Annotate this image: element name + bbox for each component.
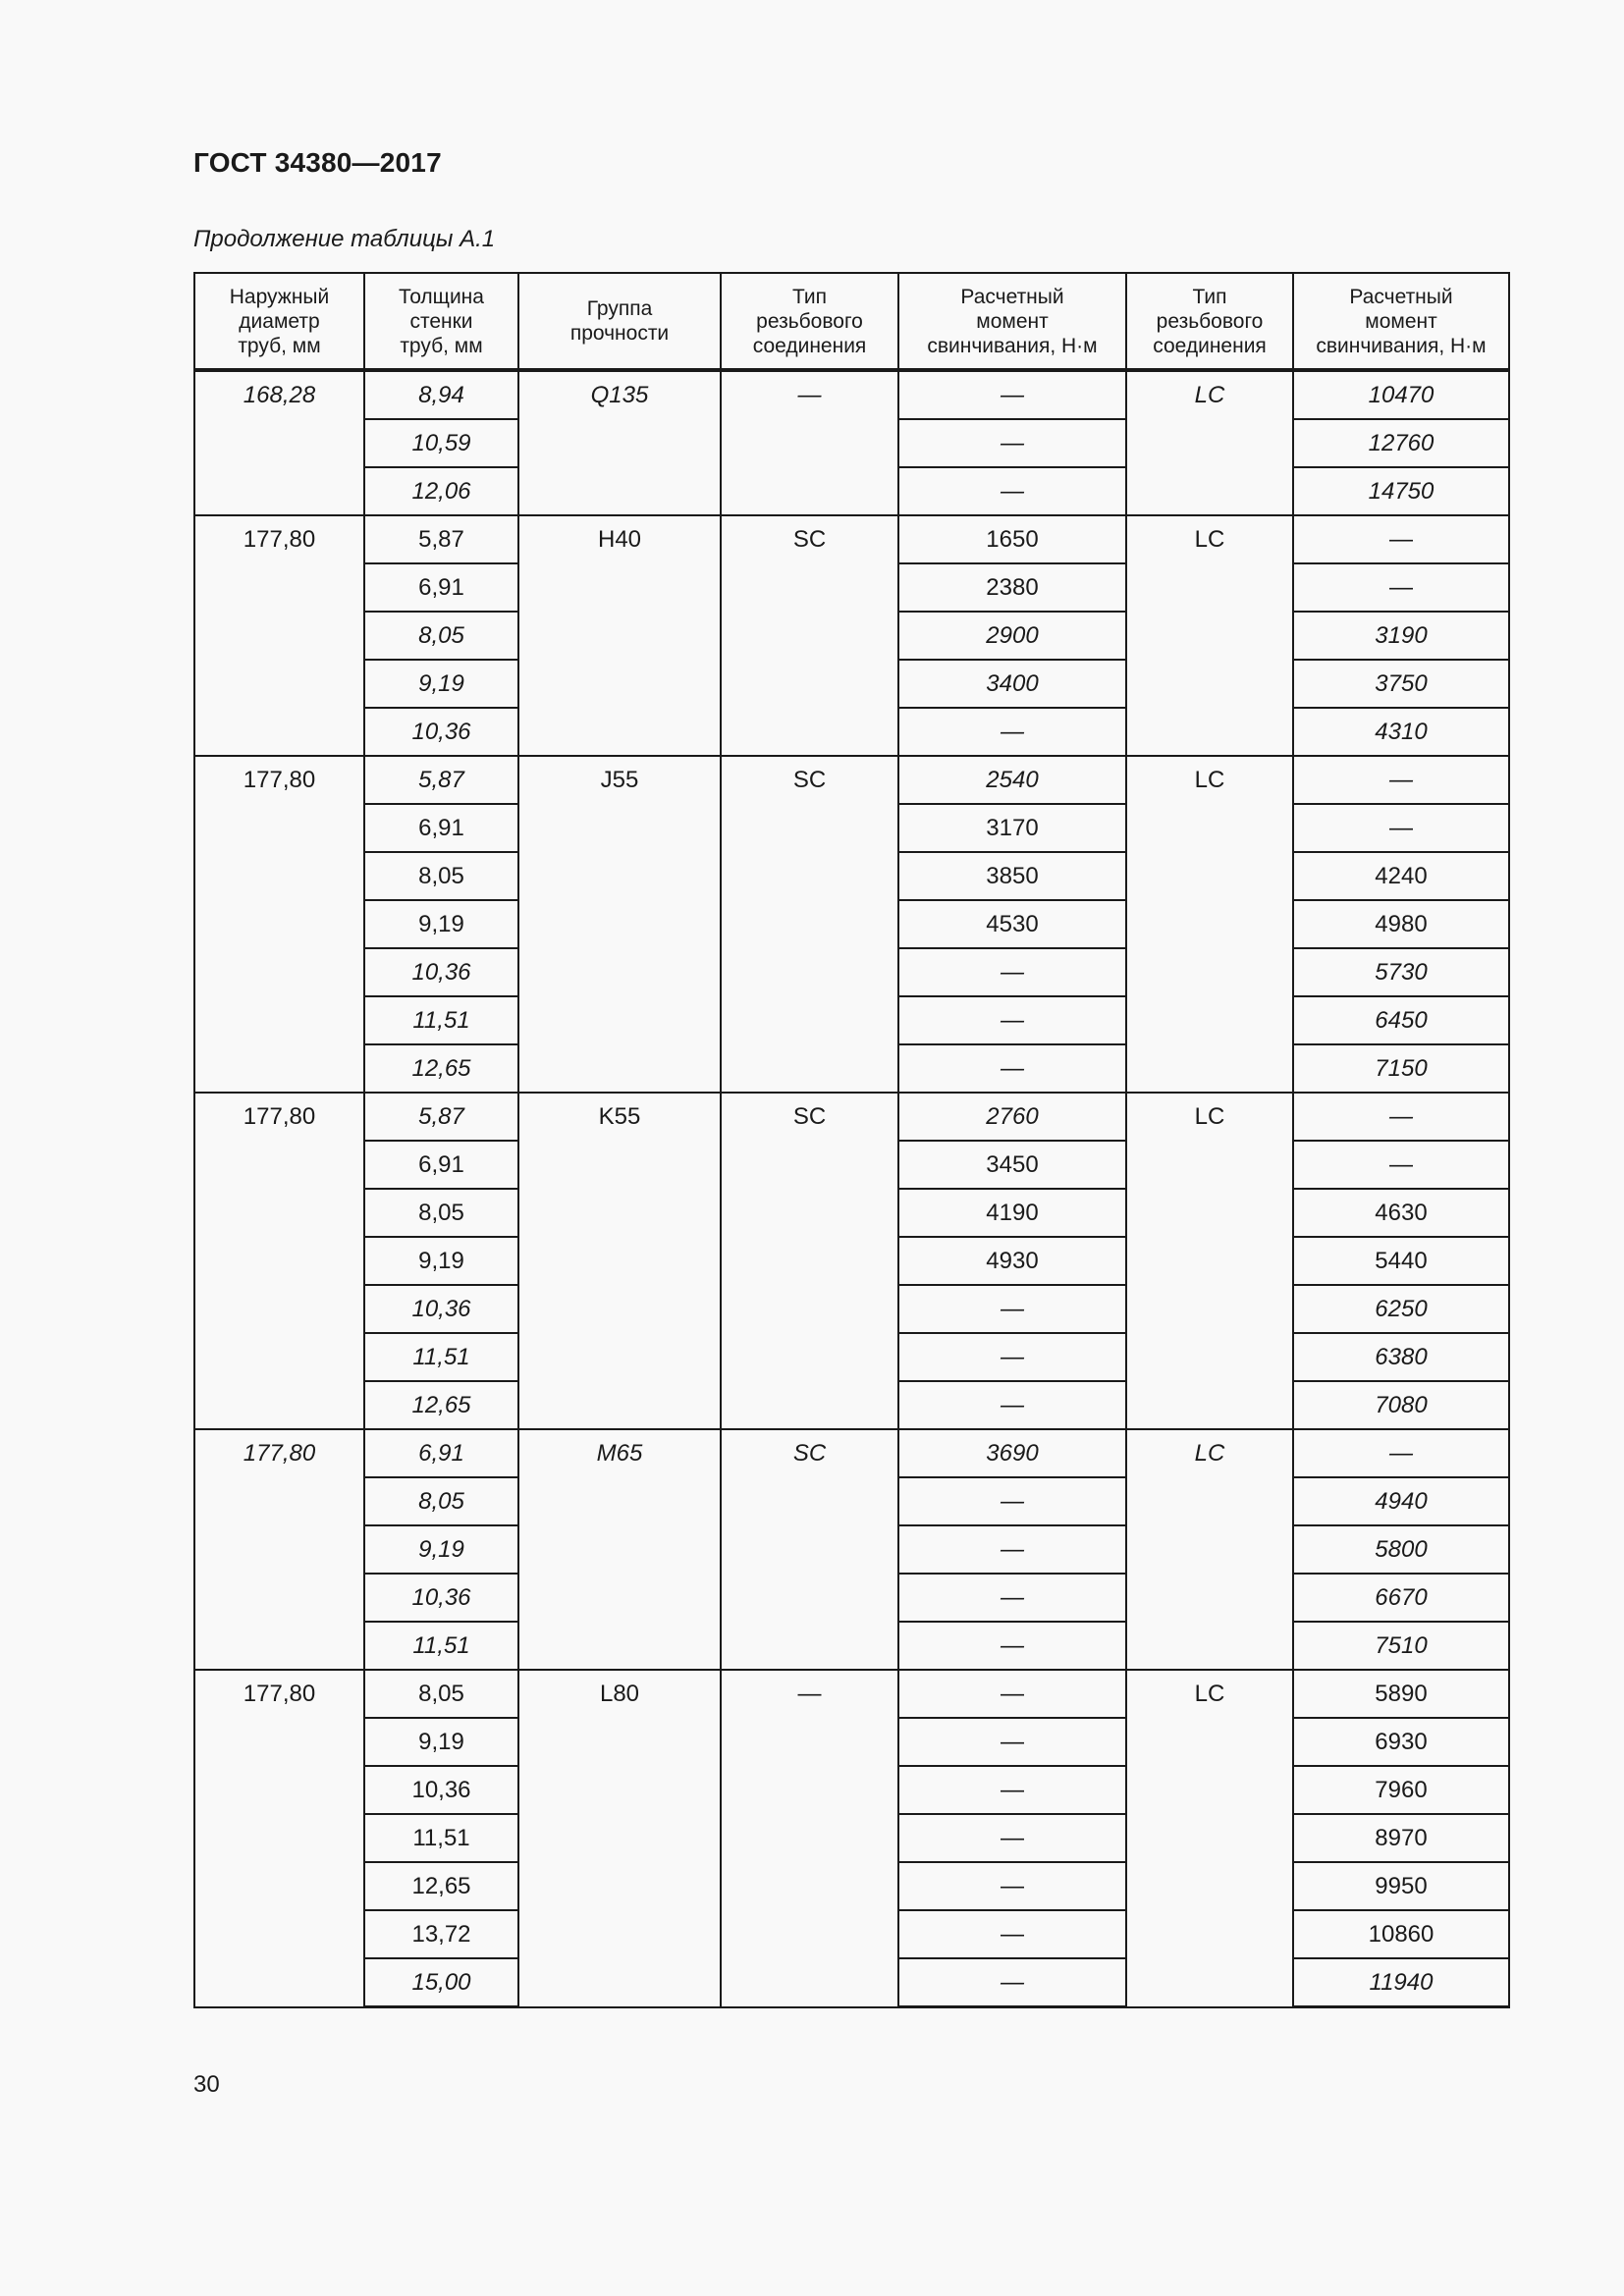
header-text-line: Тип [1192,285,1227,308]
outer-diameter-cell: 177,80 [194,1093,364,1429]
torque-b-cell: 6380 [1293,1333,1509,1381]
wall-thickness-cell: 9,19 [364,1237,518,1285]
torque-a-cell: — [898,419,1126,467]
torque-a-cell: — [898,1381,1126,1429]
torque-a-cell: 3850 [898,852,1126,900]
torque-b-cell: 5800 [1293,1525,1509,1574]
torque-a-cell: 3170 [898,804,1126,852]
strength-grade-cell: K55 [518,1093,721,1429]
wall-thickness-cell: 6,91 [364,1141,518,1189]
strength-grade-cell: H40 [518,515,721,756]
wall-thickness-cell: 5,87 [364,756,518,804]
col-header-torque-a [898,273,1126,370]
thread-type-b-cell: LC [1126,1670,1293,2007]
header-text-line: прочности [569,322,670,345]
torque-b-cell: 9950 [1293,1862,1509,1910]
thread-type-a-cell: SC [721,756,898,1093]
header-text-line: труб, мм [400,334,483,357]
torque-b-cell: — [1293,1429,1509,1477]
header-text-line: труб, мм [238,334,321,357]
page-number: 30 [193,2071,220,2098]
table-row [194,1429,1509,1477]
torque-b-cell: 7080 [1293,1381,1509,1429]
torque-a-cell: — [898,1333,1126,1381]
torque-a-cell: 2760 [898,1093,1126,1141]
wall-thickness-cell: 9,19 [364,900,518,948]
thread-type-a-cell: — [721,1670,898,2007]
table-row [194,515,1509,563]
torque-a-cell: — [898,1525,1126,1574]
torque-b-cell: 4980 [1293,900,1509,948]
torque-a-cell: 1650 [898,515,1126,563]
torque-b-cell: 3750 [1293,660,1509,708]
col-header-torque-b [1293,273,1509,370]
wall-thickness-cell: 12,65 [364,1381,518,1429]
document-designation: ГОСТ 34380—2017 [193,147,442,178]
torque-a-cell: — [898,1670,1126,1718]
torque-b-cell: 12760 [1293,419,1509,467]
torque-b-cell: — [1293,1093,1509,1141]
torque-b-cell: 6450 [1293,996,1509,1044]
torque-b-cell: 3190 [1293,612,1509,660]
torque-b-cell: — [1293,563,1509,612]
header-text-line: Толщина [399,285,484,308]
wall-thickness-cell: 5,87 [364,515,518,563]
wall-thickness-cell: 5,87 [364,1093,518,1141]
header-text-line: соединения [1153,334,1267,357]
torque-b-cell: 6250 [1293,1285,1509,1333]
col-header-strength-grade [518,273,721,370]
torque-b-cell: — [1293,804,1509,852]
wall-thickness-cell: 15,00 [364,1958,518,2007]
torque-a-cell: — [898,1958,1126,2007]
thread-type-b-cell: LC [1126,1093,1293,1429]
torque-b-cell: — [1293,1141,1509,1189]
col-header-thread-type-a [721,273,898,370]
col-header-thread-type-b [1126,273,1293,370]
wall-thickness-cell: 10,36 [364,708,518,756]
torque-a-cell: 4930 [898,1237,1126,1285]
header-text-line: резьбового [1156,309,1264,333]
torque-a-cell: — [898,1574,1126,1622]
torque-a-cell: — [898,370,1126,419]
outer-diameter-cell: 177,80 [194,515,364,756]
wall-thickness-cell: 11,51 [364,1814,518,1862]
table-row [194,1670,1509,1718]
torque-b-cell: 4630 [1293,1189,1509,1237]
table-body [194,370,1509,2007]
header-text-line: соединения [752,334,867,357]
strength-grade-cell: L80 [518,1670,721,2007]
torque-a-cell: — [898,948,1126,996]
torque-b-cell: 10860 [1293,1910,1509,1958]
wall-thickness-cell: 8,05 [364,1670,518,1718]
wall-thickness-cell: 8,05 [364,612,518,660]
torque-a-cell: — [898,1718,1126,1766]
wall-thickness-cell: 9,19 [364,660,518,708]
wall-thickness-cell: 10,36 [364,1574,518,1622]
outer-diameter-cell: 177,80 [194,1429,364,1670]
wall-thickness-cell: 13,72 [364,1910,518,1958]
table-header [194,273,1509,370]
torque-b-cell: 4240 [1293,852,1509,900]
torque-a-cell: — [898,1477,1126,1525]
torque-a-cell: — [898,1910,1126,1958]
torque-a-cell: — [898,467,1126,515]
header-text-line: Группа [586,297,653,320]
torque-a-cell: 2900 [898,612,1126,660]
thread-type-a-cell: SC [721,1429,898,1670]
wall-thickness-cell: 12,65 [364,1044,518,1093]
torque-b-cell: — [1293,515,1509,563]
wall-thickness-cell: 10,59 [364,419,518,467]
torque-b-cell: 7510 [1293,1622,1509,1670]
header-text-line: Наружный [229,285,330,308]
header-text-line: Тип [791,285,827,308]
wall-thickness-cell: 11,51 [364,1622,518,1670]
torque-b-cell: 4310 [1293,708,1509,756]
thread-type-b-cell: LC [1126,756,1293,1093]
outer-diameter-cell: 177,80 [194,1670,364,2007]
wall-thickness-cell: 6,91 [364,1429,518,1477]
header-text-line: свинчивания, Н·м [927,334,1098,357]
thread-type-a-cell: SC [721,1093,898,1429]
table-row [194,756,1509,804]
header-text-line: момент [976,309,1049,333]
strength-grade-cell: M65 [518,1429,721,1670]
wall-thickness-cell: 12,65 [364,1862,518,1910]
thread-type-b-cell: LC [1126,515,1293,756]
wall-thickness-cell: 12,06 [364,467,518,515]
thread-type-a-cell: SC [721,515,898,756]
table-row [194,1093,1509,1141]
thread-type-a-cell: — [721,370,898,515]
outer-diameter-cell: 168,28 [194,370,364,515]
torque-a-cell: 3400 [898,660,1126,708]
wall-thickness-cell: 11,51 [364,1333,518,1381]
header-text-line: резьбового [756,309,863,333]
outer-diameter-cell: 177,80 [194,756,364,1093]
torque-b-cell: 7960 [1293,1766,1509,1814]
table-caption: Продолжение таблицы А.1 [193,226,496,252]
thread-type-b-cell: LC [1126,1429,1293,1670]
torque-b-cell: 5730 [1293,948,1509,996]
header-row [194,273,1509,370]
torque-b-cell: 14750 [1293,467,1509,515]
wall-thickness-cell: 9,19 [364,1525,518,1574]
torque-b-cell: 8970 [1293,1814,1509,1862]
torque-a-cell: 2540 [898,756,1126,804]
torque-a-cell: — [898,1814,1126,1862]
torque-a-cell: 3690 [898,1429,1126,1477]
header-text-line: диаметр [239,309,320,333]
torque-b-cell: 6670 [1293,1574,1509,1622]
wall-thickness-cell: 10,36 [364,1285,518,1333]
torque-b-cell: 7150 [1293,1044,1509,1093]
torque-b-cell: 10470 [1293,370,1509,419]
header-text-line: момент [1365,309,1437,333]
torque-a-cell: — [898,708,1126,756]
torque-a-cell: 3450 [898,1141,1126,1189]
torque-b-cell: 6930 [1293,1718,1509,1766]
col-header-outer-diameter [194,273,364,370]
header-text-line: Расчетный [1349,285,1453,308]
wall-thickness-cell: 8,05 [364,852,518,900]
torque-a-cell: — [898,996,1126,1044]
torque-b-cell: 4940 [1293,1477,1509,1525]
wall-thickness-cell: 8,94 [364,370,518,419]
table-row [194,370,1509,419]
thread-type-b-cell: LC [1126,370,1293,515]
wall-thickness-cell: 10,36 [364,948,518,996]
header-text-line: стенки [409,309,473,333]
torque-b-cell: 5440 [1293,1237,1509,1285]
torque-b-cell: 5890 [1293,1670,1509,1718]
strength-grade-cell: Q135 [518,370,721,515]
torque-b-cell: — [1293,756,1509,804]
wall-thickness-cell: 8,05 [364,1477,518,1525]
torque-a-cell: 4190 [898,1189,1126,1237]
torque-a-cell: 2380 [898,563,1126,612]
wall-thickness-cell: 6,91 [364,804,518,852]
torque-a-cell: — [898,1285,1126,1333]
col-header-wall-thickness [364,273,518,370]
strength-grade-cell: J55 [518,756,721,1093]
wall-thickness-cell: 9,19 [364,1718,518,1766]
torque-table [193,272,1510,2008]
wall-thickness-cell: 10,36 [364,1766,518,1814]
wall-thickness-cell: 6,91 [364,563,518,612]
torque-b-cell: 11940 [1293,1958,1509,2007]
torque-a-cell: — [898,1622,1126,1670]
torque-a-cell: 4530 [898,900,1126,948]
wall-thickness-cell: 8,05 [364,1189,518,1237]
header-text-line: Расчетный [960,285,1064,308]
torque-a-cell: — [898,1862,1126,1910]
torque-a-cell: — [898,1044,1126,1093]
torque-a-cell: — [898,1766,1126,1814]
wall-thickness-cell: 11,51 [364,996,518,1044]
header-text-line: свинчивания, Н·м [1316,334,1487,357]
